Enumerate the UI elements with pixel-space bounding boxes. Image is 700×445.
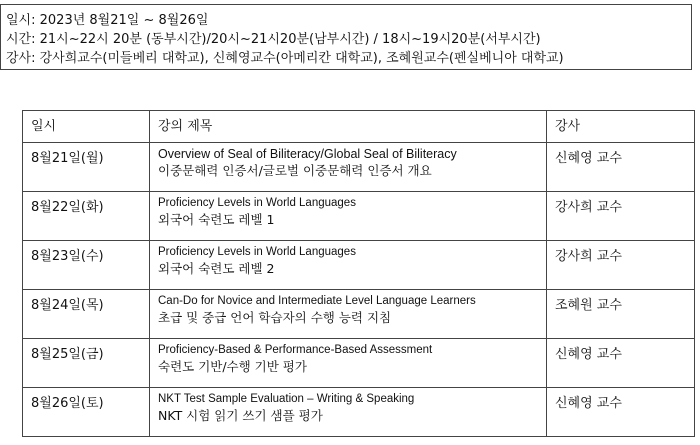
- schedule-info-box: [0, 4, 692, 70]
- row-title-en: Can-Do for Novice and Intermediate Level Language Learners: [158, 295, 476, 307]
- row-title: [150, 241, 547, 290]
- table-row: [23, 339, 695, 388]
- row-date: 8월25일(금): [23, 339, 150, 388]
- row-instructor: 신혜영 교수: [547, 388, 695, 437]
- table-row: [23, 143, 695, 192]
- row-title-en: Proficiency Levels in World Languages: [158, 197, 356, 209]
- row-title-en: Overview of Seal of Biliteracy/Global Seal of Biliteracy: [158, 147, 457, 161]
- row-title-ko: 초급 및 중급 언어 학습자의 수행 능력 지침: [158, 310, 392, 325]
- table-row: [23, 290, 695, 339]
- row-instructor: 강사희 교수: [547, 241, 695, 290]
- row-instructor: 신혜영 교수: [547, 143, 695, 192]
- row-title-ko: 외국어 숙련도 레벨 2: [158, 261, 275, 276]
- row-title: [150, 143, 547, 192]
- table-row: [23, 192, 695, 241]
- lecture-schedule-table: [22, 110, 695, 437]
- row-instructor: 신혜영 교수: [547, 339, 695, 388]
- table-row: [23, 388, 695, 437]
- row-title: [150, 192, 547, 241]
- header-lecture-title: 강의 제목: [150, 111, 547, 143]
- row-date: 8월22일(화): [23, 192, 150, 241]
- row-title-ko: 숙련도 기반/수행 기반 평가: [158, 359, 307, 374]
- row-title: [150, 290, 547, 339]
- row-date: 8월24일(목): [23, 290, 150, 339]
- header-instructor: 강사: [547, 111, 695, 143]
- row-title-en: Proficiency-Based & Performance-Based Assessment: [158, 344, 433, 356]
- header-date: 일시: [23, 111, 150, 143]
- table-row: [23, 241, 695, 290]
- row-instructor: 조혜원 교수: [547, 290, 695, 339]
- table-header-row: [23, 111, 695, 143]
- row-title: [150, 339, 547, 388]
- info-time-line: 시간: 21시~22시 20분 (동부시간)/20시~21시20분(남부시간) / 18시~19시20분(서부시간): [6, 32, 541, 47]
- row-title-ko: 이중문해력 인증서/글로벌 이중문해력 인증서 개요: [158, 163, 432, 178]
- info-date-line: 일시: 2023년 8월21일 ~ 8월26일: [6, 13, 209, 28]
- row-title: [150, 388, 547, 437]
- row-date: 8월26일(토): [23, 388, 150, 437]
- row-title-en: NKT Test Sample Evaluation – Writing & Speaking: [158, 393, 415, 405]
- row-date: 8월21일(월): [23, 143, 150, 192]
- row-date: 8월23일(수): [23, 241, 150, 290]
- row-title-en: Proficiency Levels in World Languages: [158, 246, 356, 258]
- row-title-ko: NKT 시험 읽기 쓰기 샘플 평가: [158, 408, 323, 423]
- row-instructor: 강사희 교수: [547, 192, 695, 241]
- info-instructors-line: 강사: 강사희교수(미들베리 대학교), 신혜영교수(아메리칸 대학교), 조혜원교수(펜실베니아 대학교): [6, 51, 564, 66]
- row-title-ko: 외국어 숙련도 레벨 1: [158, 212, 275, 227]
